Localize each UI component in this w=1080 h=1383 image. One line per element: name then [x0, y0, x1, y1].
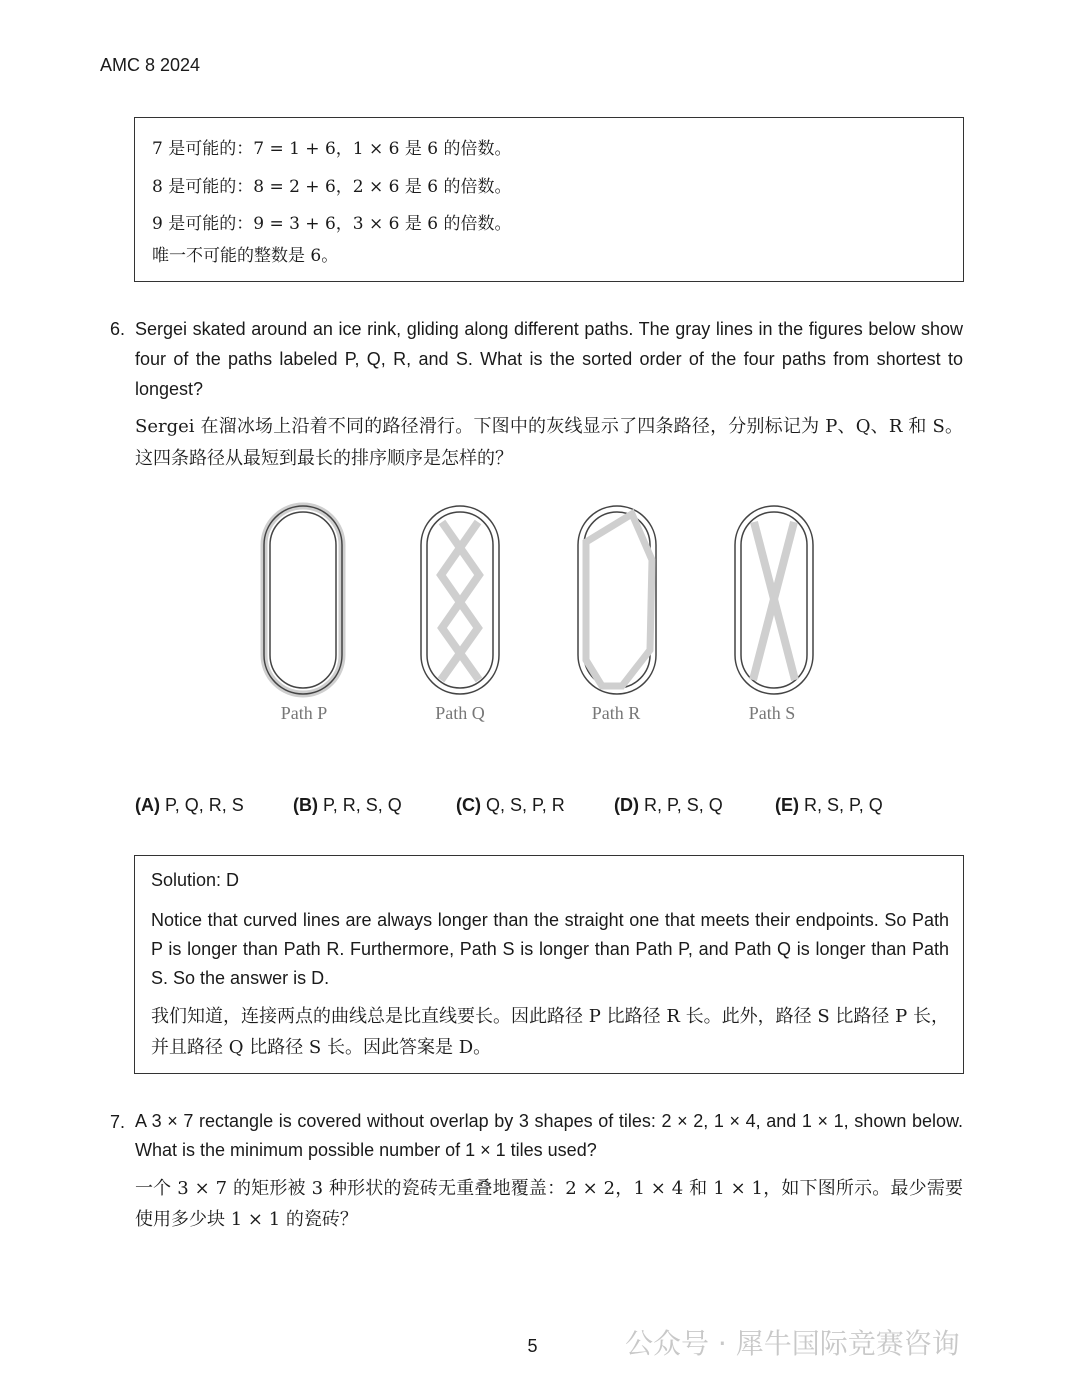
question-number: 7.: [110, 1112, 126, 1132]
path-label: Path S: [748, 703, 796, 723]
path-label: Path Q: [435, 703, 485, 723]
question-number: 6.: [110, 319, 126, 339]
question-text-zh: 一个 3 × 7 的矩形被 3 种形状的瓷砖无重叠地覆盖：2 × 2，1 × 4 和 1 × 1，如下图所示。最少需要使用多少块 1 × 1 的瓷砖？: [135, 1178, 963, 1230]
answer-choice-b: (B) P, R, S, Q: [293, 795, 402, 815]
page-number: 5: [527, 1336, 538, 1356]
solution-line: 8 是可能的：8 = 2 + 6，2 × 6 是 6 的倍数。: [152, 177, 512, 197]
solution-box: [134, 855, 964, 1074]
path-label: Path R: [591, 703, 641, 723]
answer-choice-e: (E) R, S, P, Q: [775, 795, 883, 815]
answer-choice-c: (C) Q, S, P, R: [456, 795, 565, 815]
solution-title: Solution: D: [151, 870, 240, 890]
path-s-figure: [735, 506, 813, 694]
question-text-en: Sergei skated around an ice rink, gliding along different paths. The gray lines in the figures below show four of the paths labeled P, Q, R, and S. What is the sorted order of the four paths from shortest to longest?: [135, 319, 963, 399]
solution-line: 7 是可能的：7 = 1 + 6，1 × 6 是 6 的倍数。: [152, 139, 512, 159]
solution-text-en: Notice that curved lines are always longer than the straight one that meets their endpoints. So Path P is longer than Path R. Furthermore, Path S is longer than Path P, and Path Q is longer than Path S. So the answer is D.: [151, 910, 949, 988]
solution-text-zh: 我们知道，连接两点的曲线总是比直线要长。因此路径 P 比路径 R 长。此外，路径 S 比路径 P 长，并且路径 Q 比路径 S 长。因此答案是 D。: [151, 1006, 949, 1058]
path-label: Path P: [280, 703, 328, 723]
solution-line: 9 是可能的：9 = 3 + 6，3 × 6 是 6 的倍数。: [152, 214, 512, 234]
question-text-zh: Sergei 在溜冰场上沿着不同的路径滑行。下图中的灰线显示了四条路径，分别标记为 P、Q、R 和 S。这四条路径从最短到最长的排序顺序是怎样的？: [135, 416, 963, 469]
answer-choice-a: (A) P, Q, R, S: [135, 795, 244, 815]
path-q-figure: [421, 506, 499, 694]
page-header: AMC 8 2024: [100, 55, 201, 75]
question-text-en: A 3 × 7 rectangle is covered without overlap by 3 shapes of tiles: 2 × 2, 1 × 4, and 1 × 1, shown below. What is the minimum possible number of 1 × 1 tiles used?: [135, 1111, 963, 1160]
path-p-figure: [264, 506, 342, 694]
paths-figure: [250, 500, 830, 700]
previous-solution-box: [134, 117, 964, 282]
answer-choice-d: (D) R, P, S, Q: [614, 795, 723, 815]
solution-line: 唯一不可能的整数是 6。: [152, 246, 339, 266]
watermark: 公众号 · 犀牛国际竞赛咨询: [625, 1327, 960, 1360]
path-r-figure: [578, 506, 656, 694]
